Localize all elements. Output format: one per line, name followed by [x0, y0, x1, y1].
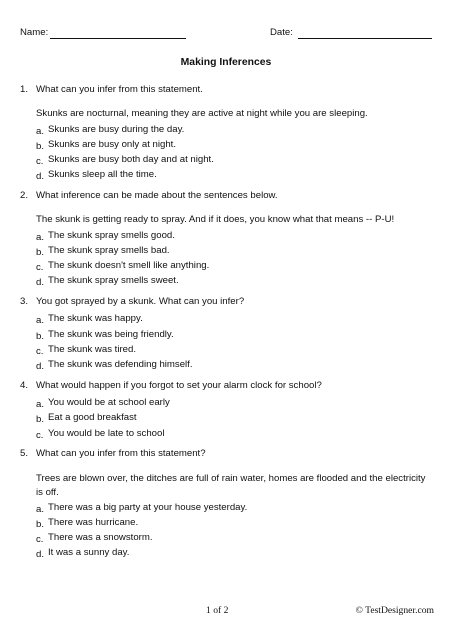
- option-text: Skunks are busy during the day.: [48, 124, 185, 135]
- answer-option: [36, 124, 184, 136]
- option-text: There was a big party at your house yesterday.: [48, 502, 248, 513]
- question-passage: The skunk is getting ready to spray. And if it does, you know what that means -- P-U!: [36, 214, 395, 225]
- page-number: 1 of 2: [206, 605, 229, 616]
- answer-option: [36, 169, 157, 181]
- answer-option: [36, 154, 214, 166]
- question-prompt: What can you infer from this statement?: [36, 448, 206, 459]
- option-text: There was a snowstorm.: [48, 532, 153, 543]
- question-prompt: What inference can be made about the sentences below.: [36, 190, 278, 201]
- option-letter: b.: [36, 331, 45, 342]
- question-passage: Trees are blown over, the ditches are full of rain water, homes are flooded and the electricity is off.: [36, 473, 426, 498]
- option-text: The skunk doesn't smell like anything.: [48, 260, 210, 271]
- answer-option: [36, 260, 209, 272]
- question-number: 3.: [20, 296, 29, 307]
- option-text: The skunk was tired.: [48, 344, 136, 355]
- question-passage: Skunks are nocturnal, meaning they are active at night while you are sleeping.: [36, 108, 368, 119]
- question-number: 4.: [20, 380, 29, 391]
- answer-option: [36, 329, 174, 341]
- option-text: The skunk spray smells bad.: [48, 245, 170, 256]
- answer-option: [36, 313, 143, 325]
- name-label: Name:: [20, 27, 49, 38]
- option-text: The skunk was defending himself.: [48, 359, 193, 370]
- option-letter: d.: [36, 361, 45, 372]
- option-text: The skunk spray smells sweet.: [48, 275, 179, 286]
- answer-option: [36, 532, 153, 544]
- option-letter: d.: [36, 171, 45, 182]
- answer-option: [36, 359, 193, 371]
- option-letter: b.: [36, 141, 45, 152]
- option-text: The skunk spray smells good.: [48, 230, 175, 241]
- option-text: There was hurricane.: [48, 517, 139, 528]
- option-letter: a.: [36, 399, 45, 410]
- option-letter: a.: [36, 504, 45, 515]
- copyright-notice: © TestDesigner.com: [355, 605, 434, 616]
- answer-option: [36, 344, 136, 356]
- page-title: Making Inferences: [180, 57, 272, 68]
- option-text: The skunk was happy.: [48, 313, 143, 324]
- answer-option: [36, 502, 247, 514]
- option-text: Skunks are busy both day and at night.: [48, 154, 214, 165]
- option-text: Skunks sleep all the time.: [48, 169, 157, 180]
- answer-option: [36, 275, 179, 287]
- option-letter: a.: [36, 315, 45, 326]
- answer-option: [36, 547, 129, 559]
- option-letter: d.: [36, 549, 45, 560]
- option-letter: a.: [36, 126, 45, 137]
- option-text: It was a sunny day.: [48, 547, 130, 558]
- question-number: 5.: [20, 448, 29, 459]
- option-text: You would be late to school: [48, 428, 165, 439]
- option-letter: c.: [36, 430, 44, 441]
- question-number: 1.: [20, 84, 29, 95]
- question-prompt: You got sprayed by a skunk. What can you infer?: [36, 296, 245, 307]
- option-letter: d.: [36, 277, 45, 288]
- option-letter: c.: [36, 262, 44, 273]
- option-text: You would be at school early: [48, 397, 170, 408]
- question-prompt: What can you infer from this statement.: [36, 84, 203, 95]
- option-text: The skunk was being friendly.: [48, 329, 174, 340]
- answer-option: [36, 428, 164, 440]
- date-field[interactable]: [298, 38, 432, 39]
- question-prompt: What would happen if you forgot to set your alarm clock for school?: [36, 380, 322, 391]
- option-letter: a.: [36, 232, 45, 243]
- answer-option: [36, 139, 176, 151]
- option-letter: c.: [36, 346, 44, 357]
- option-letter: b.: [36, 519, 45, 530]
- answer-option: [36, 412, 137, 424]
- option-letter: b.: [36, 247, 45, 258]
- option-letter: b.: [36, 414, 45, 425]
- option-letter: c.: [36, 156, 44, 167]
- answer-option: [36, 245, 170, 257]
- option-letter: c.: [36, 534, 44, 545]
- name-field[interactable]: [50, 38, 186, 39]
- answer-option: [36, 397, 170, 409]
- worksheet-header: [20, 27, 434, 41]
- answer-option: [36, 517, 138, 529]
- question-number: 2.: [20, 190, 29, 201]
- option-text: Skunks are busy only at night.: [48, 139, 176, 150]
- date-label: Date:: [270, 27, 293, 38]
- answer-option: [36, 230, 175, 242]
- option-text: Eat a good breakfast: [48, 412, 137, 423]
